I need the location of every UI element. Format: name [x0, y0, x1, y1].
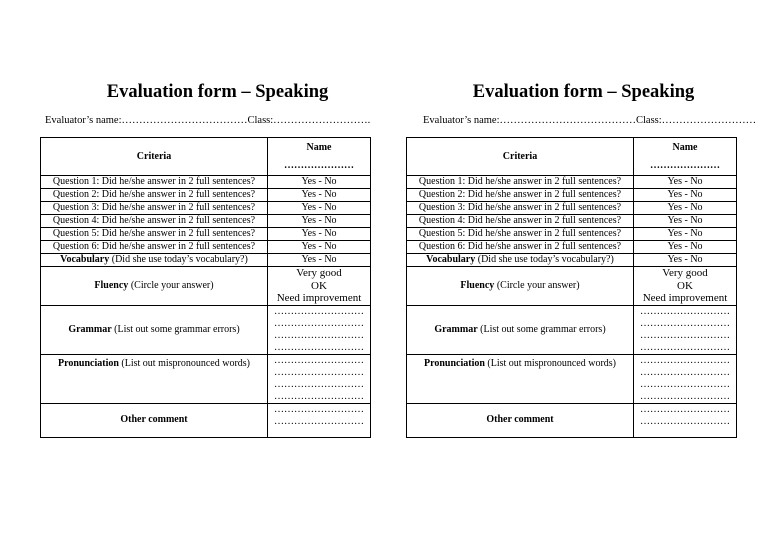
- answer-cell[interactable]: Yes - No: [268, 189, 371, 202]
- grammar-answer[interactable]: ……………………… ……………………… ……………………… ………………………: [634, 305, 737, 354]
- pronunciation-criteria: Pronunciation (List out mispronounced words): [407, 354, 634, 403]
- other-comment-row: [407, 403, 737, 437]
- question-row: [41, 189, 371, 202]
- question-row: [407, 176, 737, 189]
- answer-cell[interactable]: Yes - No: [634, 228, 737, 241]
- other-comment-criteria: Other comment: [41, 403, 268, 437]
- answer-cell[interactable]: Yes - No: [268, 202, 371, 215]
- grammar-row: [407, 305, 737, 354]
- answer-cell[interactable]: Yes - No: [268, 215, 371, 228]
- question-row: [41, 176, 371, 189]
- criteria-header: Criteria: [41, 138, 268, 176]
- fluency-options[interactable]: [268, 267, 371, 306]
- grammar-criteria: Grammar (List out some grammar errors): [41, 305, 268, 354]
- question-text: Question 2: Did he/she answer in 2 full sentences?: [407, 189, 634, 202]
- name-header[interactable]: [634, 138, 737, 176]
- header-row: [407, 138, 737, 176]
- name-label: Name: [306, 142, 332, 153]
- fluency-option-need-improvement[interactable]: Need improvement: [276, 292, 362, 304]
- other-comment-criteria: Other comment: [407, 403, 634, 437]
- answer-cell[interactable]: Yes - No: [268, 254, 371, 267]
- grammar-criteria: Grammar (List out some grammar errors): [407, 305, 634, 354]
- question-row: [407, 215, 737, 228]
- pronunciation-answer[interactable]: ……………………… ……………………… ……………………… ………………………: [268, 354, 371, 403]
- fluency-criteria: Fluency (Circle your answer): [41, 267, 268, 306]
- fluency-option-very-good[interactable]: Very good: [662, 267, 708, 279]
- fluency-option-ok[interactable]: OK: [311, 279, 327, 292]
- question-text: Question 1: Did he/she answer in 2 full sentences?: [41, 176, 268, 189]
- answer-cell[interactable]: Yes - No: [634, 176, 737, 189]
- question-row: [407, 228, 737, 241]
- question-text: Question 2: Did he/she answer in 2 full sentences?: [41, 189, 268, 202]
- other-comment-row: [41, 403, 371, 437]
- question-text: Question 4: Did he/she answer in 2 full sentences?: [407, 215, 634, 228]
- question-text: Question 3: Did he/she answer in 2 full sentences?: [407, 202, 634, 215]
- evaluation-table: [406, 137, 737, 438]
- question-row: [41, 215, 371, 228]
- name-label: Name: [672, 142, 698, 153]
- grammar-answer[interactable]: ……………………… ……………………… ……………………… ………………………: [268, 305, 371, 354]
- question-text: Question 5: Did he/she answer in 2 full sentences?: [41, 228, 268, 241]
- question-text: Question 6: Did he/she answer in 2 full sentences?: [407, 241, 634, 254]
- vocabulary-criteria: Vocabulary (Did she use today’s vocabulary?): [41, 254, 268, 267]
- other-comment-answer[interactable]: ……………………… ………………………: [634, 403, 737, 437]
- pronunciation-criteria: Pronunciation (List out mispronounced words): [41, 354, 268, 403]
- question-row: [407, 189, 737, 202]
- form-title: Evaluation form – Speaking: [472, 82, 695, 102]
- vocabulary-row: [41, 254, 371, 267]
- fluency-option-need-improvement[interactable]: Need improvement: [642, 292, 728, 304]
- answer-cell[interactable]: Yes - No: [634, 241, 737, 254]
- pronunciation-row: [407, 354, 737, 403]
- question-text: Question 3: Did he/she answer in 2 full sentences?: [41, 202, 268, 215]
- answer-cell[interactable]: Yes - No: [268, 241, 371, 254]
- question-text: Question 6: Did he/she answer in 2 full sentences?: [41, 241, 268, 254]
- grammar-row: [41, 305, 371, 354]
- name-header[interactable]: [268, 138, 371, 176]
- question-row: [407, 202, 737, 215]
- form-title: Evaluation form – Speaking: [106, 82, 329, 102]
- question-text: Question 4: Did he/she answer in 2 full sentences?: [41, 215, 268, 228]
- evaluator-line: Evaluator’s name:………………………………Class:……………………….: [45, 115, 371, 126]
- fluency-options[interactable]: [634, 267, 737, 306]
- answer-cell[interactable]: Yes - No: [634, 254, 737, 267]
- fluency-option-ok[interactable]: OK: [677, 279, 693, 292]
- question-text: Question 5: Did he/she answer in 2 full sentences?: [407, 228, 634, 241]
- evaluation-table: [40, 137, 371, 438]
- header-row: [41, 138, 371, 176]
- vocabulary-row: [407, 254, 737, 267]
- answer-cell[interactable]: Yes - No: [634, 189, 737, 202]
- other-comment-answer[interactable]: ……………………… ………………………: [268, 403, 371, 437]
- name-dots: …………………: [284, 160, 354, 171]
- fluency-criteria: Fluency (Circle your answer): [407, 267, 634, 306]
- answer-cell[interactable]: Yes - No: [634, 202, 737, 215]
- question-row: [407, 241, 737, 254]
- fluency-row: [407, 267, 737, 306]
- evaluator-line: Evaluator’s name:…………………………………Class:………………………: [423, 115, 757, 126]
- fluency-row: [41, 267, 371, 306]
- pronunciation-row: [41, 354, 371, 403]
- answer-cell[interactable]: Yes - No: [634, 215, 737, 228]
- criteria-header: Criteria: [407, 138, 634, 176]
- vocabulary-criteria: Vocabulary (Did she use today’s vocabulary?): [407, 254, 634, 267]
- question-row: [41, 228, 371, 241]
- question-text: Question 1: Did he/she answer in 2 full sentences?: [407, 176, 634, 189]
- name-dots: …………………: [650, 160, 720, 171]
- answer-cell[interactable]: Yes - No: [268, 176, 371, 189]
- fluency-option-very-good[interactable]: Very good: [296, 267, 342, 279]
- question-row: [41, 202, 371, 215]
- answer-cell[interactable]: Yes - No: [268, 228, 371, 241]
- question-row: [41, 241, 371, 254]
- pronunciation-answer[interactable]: ……………………… ……………………… ……………………… ………………………: [634, 354, 737, 403]
